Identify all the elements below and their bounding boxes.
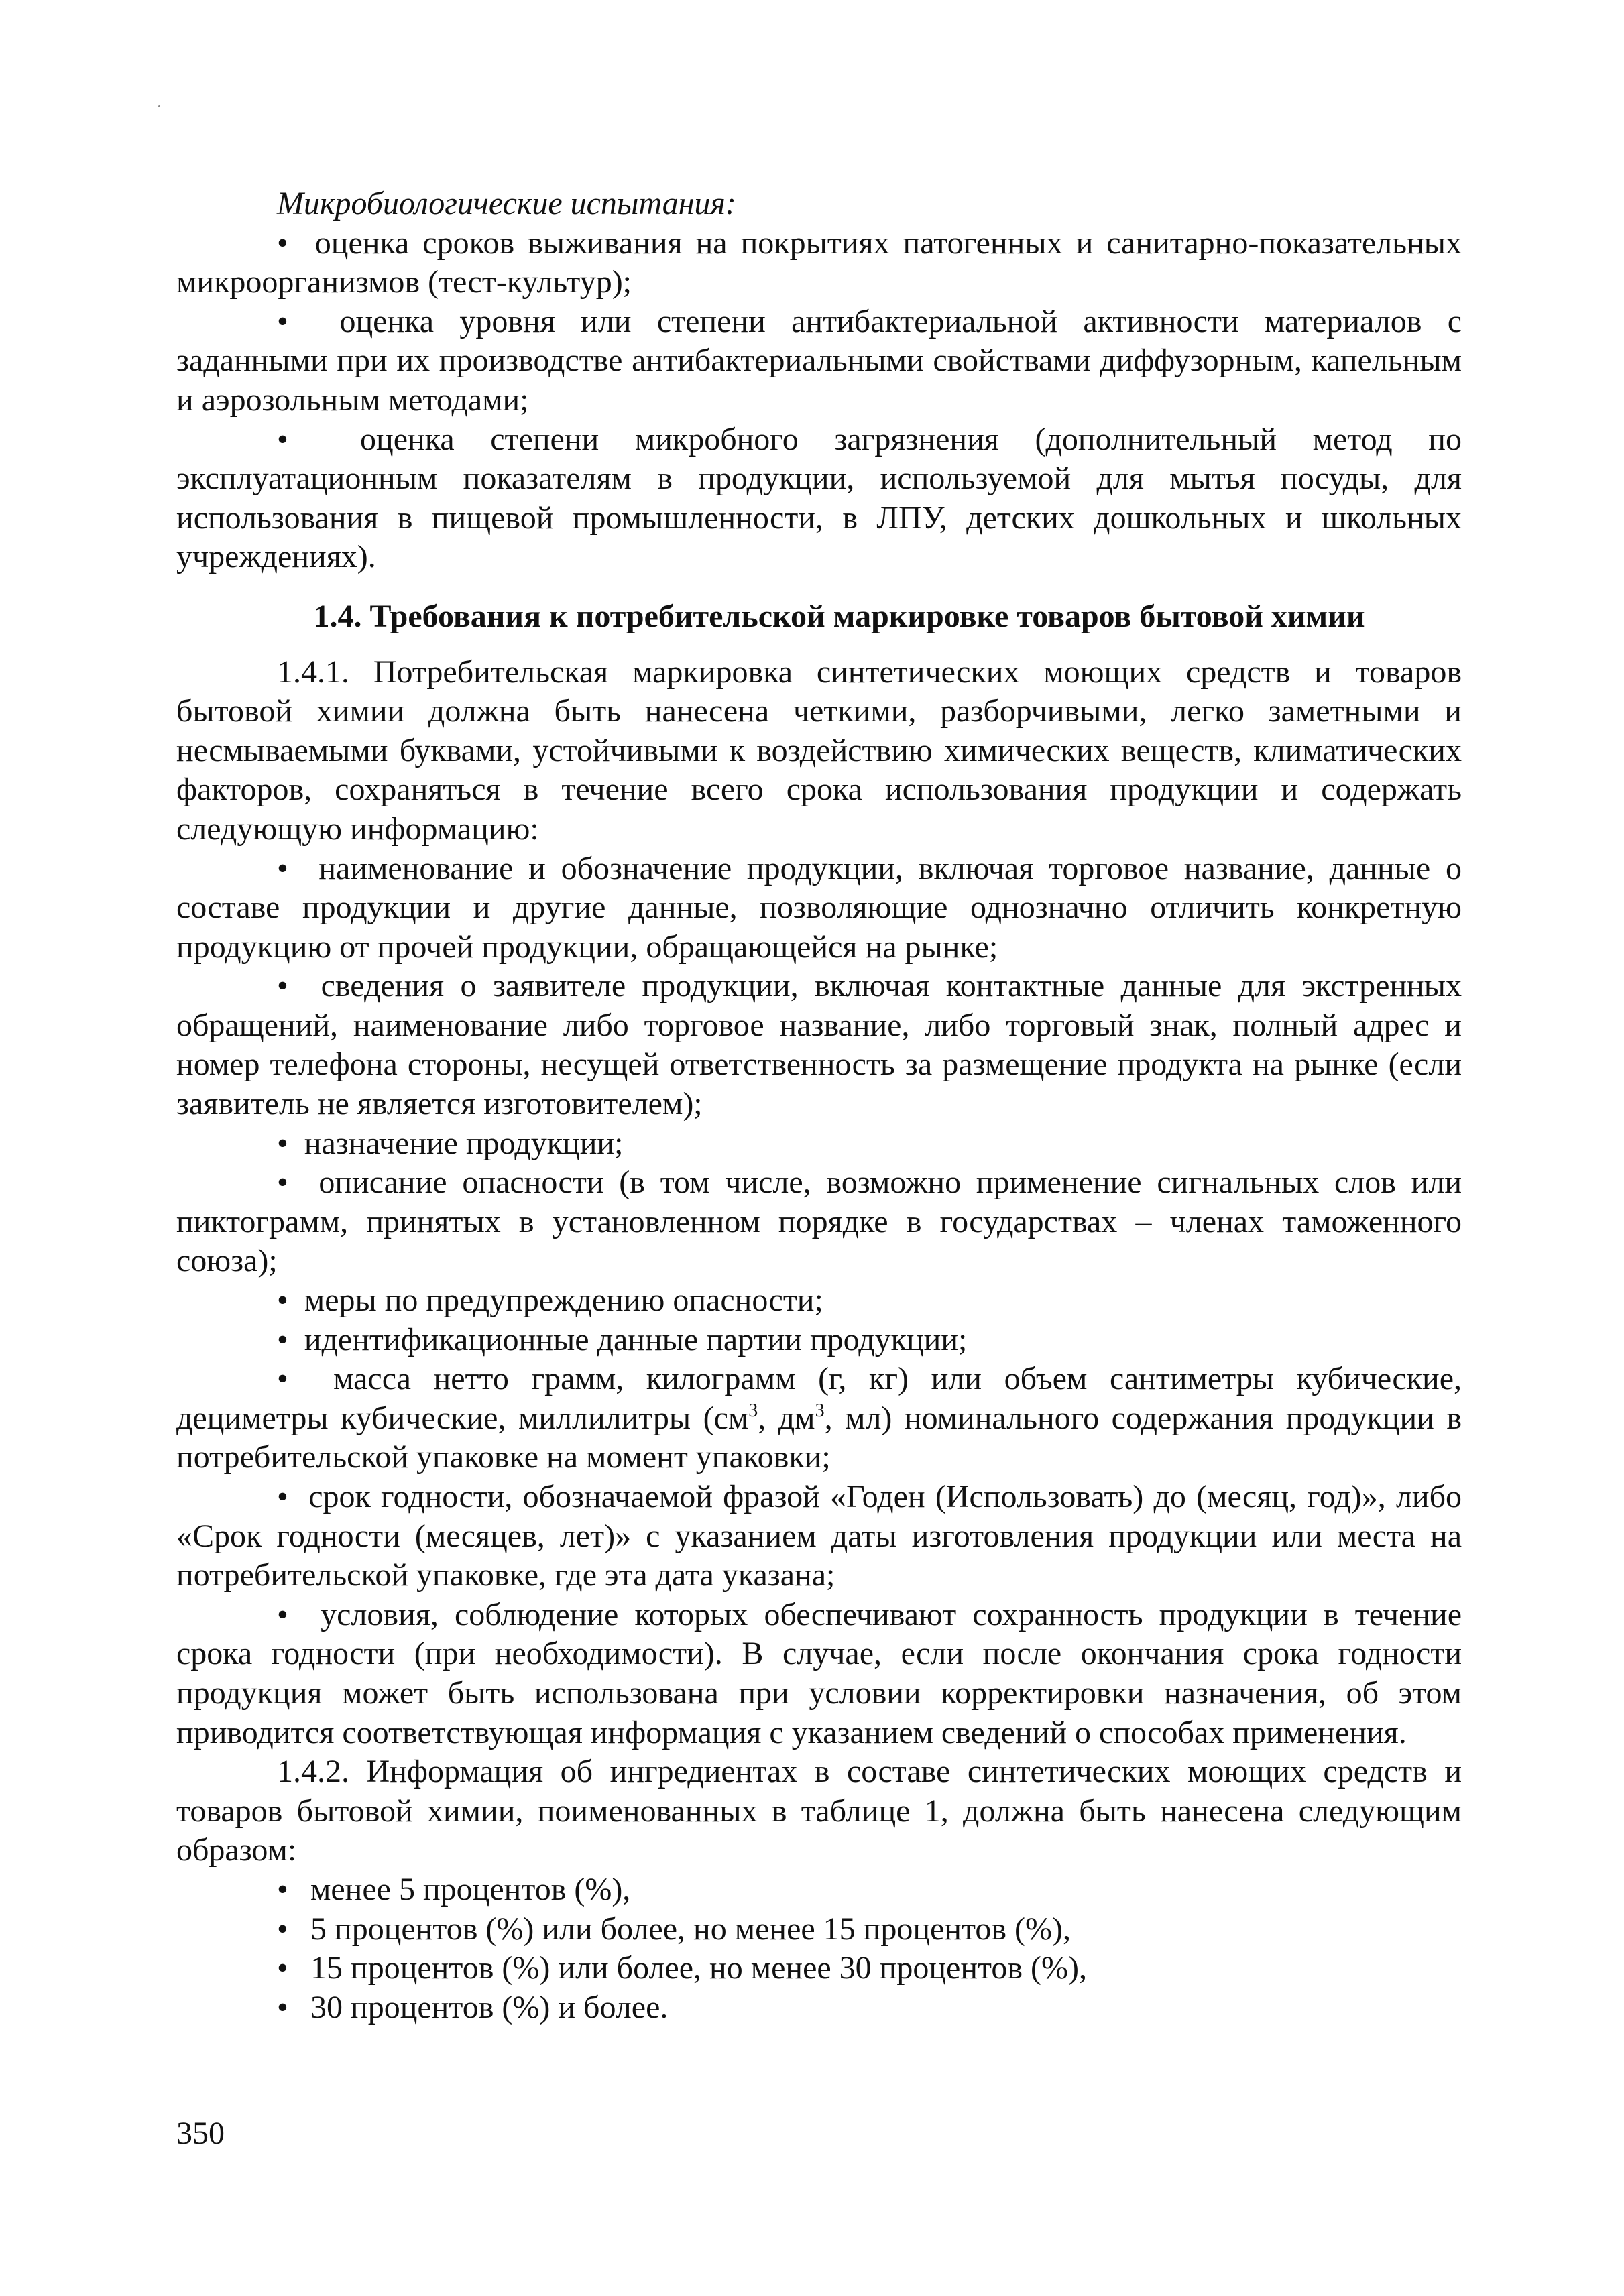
percent-item-2: • 5 процентов (%) или более, но менее 15 процентов (%),	[277, 1911, 1071, 1947]
section-heading: 1.4. Требования к потребительской маркировке товаров бытовой химии	[313, 598, 1365, 634]
label-item-conditions: • условия, соблюдение которых обеспечивают сохранность продукции в течение срока годности (при необходимости). В случае, если после окончания срока годности продукция может быть использована при условии корректировки назначения, об этом приводится соответствующая информация с указанием сведений о способах применения.	[176, 1596, 1462, 1750]
label-item-2: • сведения о заявителе продукции, включая контактные данные для экстренных обращений, наименование либо торговое название, либо торговый знак, полный адрес и номер телефона стороны, несущей ответственность за размещение продукта на рынке (если заявитель не является изготовителем);	[176, 968, 1462, 1122]
label-item-6: • идентификационные данные партии продукции;	[277, 1321, 968, 1357]
scan-speck	[158, 105, 160, 107]
label-item-3: • назначение продукции;	[277, 1125, 624, 1161]
percent-item-4: • 30 процентов (%) и более.	[277, 1989, 669, 2025]
paragraph-1-4-1: 1.4.1. Потребительская маркировка синтетических моющих средств и товаров бытовой химии должна быть нанесена четкими, разборчивыми, легко заметными и несмываемыми буквами, устойчивыми к воздействию химических веществ, климатических факторов, сохраняться в течение всего срока использования продукции и содержать следующую информацию:	[176, 654, 1462, 847]
section-intro: Микробиологические испытания:	[277, 186, 736, 221]
paragraph-1-4-2: 1.4.2. Информация об ингредиентах в составе синтетических моющих средств и товаров бытовой химии, поименованных в таблице 1, должна быть нанесена следующим образом:	[176, 1754, 1462, 1868]
percent-item-3: • 15 процентов (%) или более, но менее 30 процентов (%),	[277, 1950, 1087, 1986]
label-item-4: • описание опасности (в том числе, возможно применение сигнальных слов или пиктограмм, принятых в установленном порядке в государствах – членах таможенного союза);	[176, 1164, 1462, 1279]
label-item-shelf-life: • срок годности, обозначаемой фразой «Годен (Использовать) до (месяц, год)», либо «Срок годности (месяцев, лет)» с указанием даты изготовления продукции или места на потребительской упаковке, где эта дата указана;	[176, 1479, 1462, 1593]
label-item-mass: • масса нетто грамм, килограмм (г, кг) или объем сантиметры кубические, дециметры кубические, миллилитры ($см^3$, $дм^3$, мл) номинального содержания продукции в потребительской упаковке на момент упаковки;	[176, 1361, 1462, 1475]
micro-item-2: • оценка уровня или степени антибактериальной активности материалов с заданными при их производстве антибактериальными свойствами диффузорным, капельным и аэрозольным методами;	[176, 303, 1462, 418]
page-body	[176, 184, 1462, 2027]
page-number: 350	[176, 2116, 225, 2151]
percent-item-1: • менее 5 процентов (%),	[277, 1871, 631, 1907]
label-item-1: • наименование и обозначение продукции, включая торговое название, данные о составе продукции и другие данные, позволяющие однозначно отличить конкретную продукцию от прочей продукции, обращающейся на рынке;	[176, 850, 1462, 965]
micro-item-1: • оценка сроков выживания на покрытиях патогенных и санитарно-показательных микроорганизмов (тест-культур);	[176, 225, 1462, 300]
micro-item-3: • оценка степени микробного загрязнения (дополнительный метод по эксплуатационным показателям в продукции, используемой для мытья посуды, для использования в пищевой промышленности, в ЛПУ, детских дошкольных и школьных учреждениях).	[176, 421, 1462, 575]
label-item-5: • меры по предупреждению опасности;	[277, 1282, 823, 1319]
